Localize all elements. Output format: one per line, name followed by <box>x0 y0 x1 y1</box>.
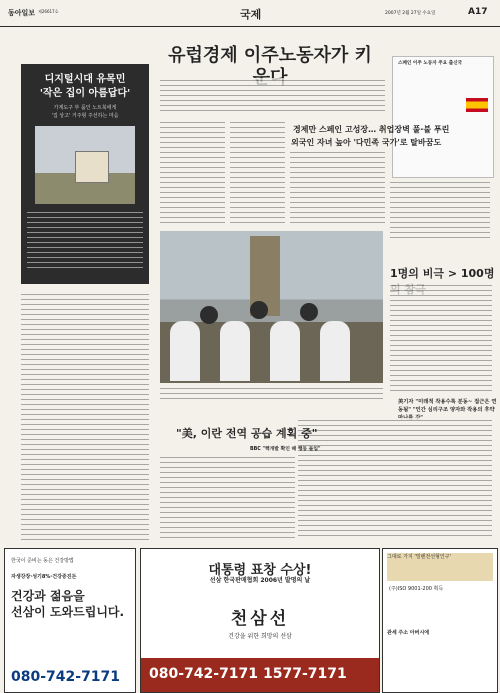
section-title: 국제 <box>240 8 262 21</box>
spain-flag <box>466 98 488 112</box>
ad-right-header: 그대로 가지 '밀렌전선형인구' <box>387 553 493 581</box>
person-4 <box>320 321 350 381</box>
col-2-text <box>160 120 225 225</box>
story-4-text <box>160 455 295 540</box>
photo-caption <box>160 386 383 402</box>
story-4-headline: "美, 이란 전역 공습 계획 중" <box>176 427 318 440</box>
house-image <box>75 151 109 183</box>
ad-middle-title: 대통령 표창 수상! <box>208 563 312 578</box>
newspaper-logo: 동아일보 <box>8 9 36 17</box>
ad-right-line-2: 관세 주소 아버시에 <box>387 630 430 636</box>
main-headline: 유럽경제 이주노동자가 키 <box>168 45 372 66</box>
ad-left <box>4 548 136 693</box>
story-3-text <box>390 283 492 391</box>
box-sub-2: '집 상고' 거주형 주선하는 마음 <box>51 113 119 119</box>
date: 2007년 2월 27일 수요일 <box>385 11 436 16</box>
box-photo <box>35 126 135 204</box>
story-4-subhead: BBC "핵개발 확인 때 행동 돌입" <box>250 447 321 452</box>
ad-middle-phone-1: 080-742-7171 <box>149 666 259 682</box>
left-column-text <box>21 292 149 540</box>
right-subhead: 美기자 "미래적 작용수록 분동~ 접근은 연동됨" "인간 심리구조 양자와 작용의 후약 <box>398 399 497 413</box>
col-4-text <box>290 150 385 225</box>
main-body-text <box>160 78 385 113</box>
person-2 <box>220 321 250 381</box>
page-header <box>0 0 500 27</box>
main-photo <box>160 231 383 383</box>
box-caption-lines <box>27 210 143 270</box>
col-5-text <box>390 180 490 240</box>
chart-box <box>392 56 494 178</box>
ad-left-phone: 080-742-7171 <box>11 669 121 685</box>
person-3 <box>270 321 300 381</box>
ad-middle <box>140 548 380 693</box>
subhead-1: 경제만 스페인 고성장… 취업장벽 풀·불 푸린 <box>293 125 450 134</box>
ad-left-line-1: 한국이 준비는 동은 건강방법 <box>11 558 74 564</box>
ad-right <box>382 548 498 693</box>
box-title-1: 디지털시대 유목민 <box>44 74 126 85</box>
frying-pan-1 <box>200 306 218 324</box>
subhead-2: 외국인 자녀 높아 '다민족 국가'로 탈바꿈도 <box>291 138 442 147</box>
right-column-text <box>298 418 492 540</box>
issue-number: 제26617호 <box>38 9 59 14</box>
page-number: A17 <box>468 7 488 17</box>
ad-middle-phone-2: 1577-7171 <box>263 666 347 682</box>
chart-title: 스페인 이주 노동자 주요 출신국 <box>398 61 463 66</box>
ad-middle-brand: 천삼선 <box>230 609 290 629</box>
box-title-2: '작은 집이 아름답다' <box>39 88 131 99</box>
box-sub-1: 가계도구 부 품인 노트북에게 <box>53 105 117 111</box>
ad-middle-tagline: 건강을 위한 희망의 선삼 <box>228 633 292 640</box>
ad-left-line-4: 선삼이 도와드립니다. <box>11 605 125 619</box>
ad-left-line-2: 자생강장·성기8%·건강증진돈 <box>11 574 77 580</box>
person-1 <box>170 321 200 381</box>
col-3-text <box>230 120 285 225</box>
feature-box <box>21 64 149 284</box>
ad-right-line-1: (주)ISO 9001-200 획득 <box>389 586 444 592</box>
ad-left-line-3: 건강과 젊음을 <box>11 589 85 603</box>
frying-pan-3 <box>300 303 318 321</box>
ad-middle-subtitle: 선삼 한국판매협회 2006년 발명의 날 <box>209 577 311 584</box>
story-3-headline: 1명의 비극 > 100명 <box>390 267 495 280</box>
frying-pan-2 <box>250 301 268 319</box>
